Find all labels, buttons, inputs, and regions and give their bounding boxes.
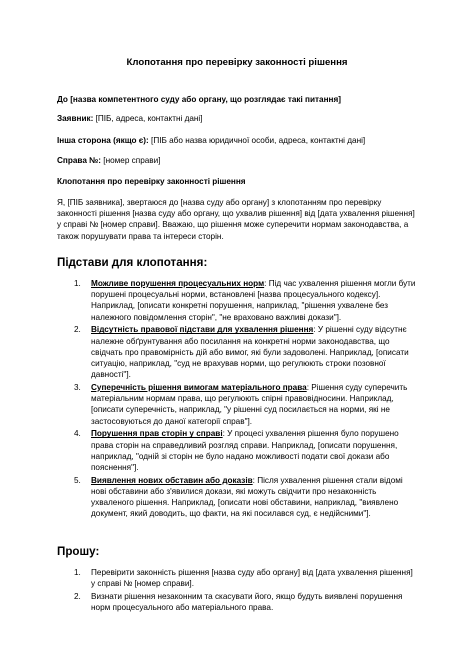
grounds-heading: Підстави для клопотання: [57,256,208,269]
list-item-number: 2. [74,325,81,335]
list-item [57,475,417,520]
case-label: Справа №: [57,156,102,165]
other-party-label: Інша сторона (якщо є): [57,136,149,145]
list-item-text: Визнати рішення незаконним та скасувати його, якщо будуть виявлені порушення норм процесуального або матеріального права. [91,592,403,613]
list-item-term: Порушення прав сторін у справі [91,429,223,439]
list-item-text: : У рішенні суду відсутнє належне обґрунтування або посилання на конкретні норми законодавства, що свідчать про правомірність дій або вимог, які були задоволені. Наприклад, [описати ситуацію, наприклад, "суд не врахував норми, що регулюють строки позовної давності"]. [91,325,409,380]
list-item [57,324,417,380]
list-item [57,567,417,589]
intro-paragraph: Я, [ПІБ заявника], звертаюся до [назва суду або органу] з клопотанням про перевірку законності рішення [назва суду або органу, що ухвалив рішення] від [дата ухвалення рішення] у справі № [номер справи]. Вважаю, що рішення може суперечити нормам законодавства, а також порушувати права та інтереси сторін. [57,198,415,241]
applicant-line [57,113,417,124]
list-item-number: 4. [74,429,81,439]
list-item-text: : Під час ухвалення рішення могли бути порушені процесуальні норми, встановлені [назва процесуального кодексу]. Наприклад, [описати конкретні порушення, наприклад, "рішення ухвалене без належного повідомлення сторін", "не враховано важливі докази"]. [91,279,416,322]
list-item-term: Відсутність правової підстави для ухвалення рішення [91,325,314,335]
list-item-number: 3. [74,383,81,393]
request-heading: Прошу: [57,545,100,558]
list-item-text: Перевірити законність рішення [назва суду або органу] від [дата ухвалення рішення] у справі № [номер справи]. [91,568,413,589]
list-item [57,382,417,427]
list-item-text: : Рішення суду суперечить матеріальним нормам права, що регулюють спірні правовідносини. Наприклад, [описати суперечність, наприклад, "у рішенні суд посилається на норми, які не застосовуються до даної категорії справ"]. [91,383,408,426]
list-item-term: Виявлення нових обставин або доказів [91,475,253,485]
addressee-line: До [назва компетентного суду або органу, що розглядає такі питання] [57,95,341,104]
document-title: Клопотання про перевірку законності рішення [126,57,348,68]
case-line [57,155,417,166]
list-item-number: 1. [74,279,81,288]
list-item-number: 2. [74,592,81,601]
list-item-term: Можливе порушення процесуальних норм [91,279,265,288]
grounds-list [57,278,417,521]
list-item-text: : Після ухвалення рішення стали відомі нові обставини або з'явилися докази, які можуть свідчити про незаконність ухваленого рішення. Наприклад, [описати нові обставини, наприклад, "виявлено документ, який доводить, що факти, на які посилався суд, є недійсними"]. [91,475,403,519]
list-item [57,591,417,613]
other-party-line [57,135,417,146]
applicant-value: [ПІБ, адреса, контактні дані] [93,114,203,123]
list-item [57,428,417,473]
list-item-number: 1. [74,568,81,577]
case-value: [номер справи] [101,156,161,165]
section-subtitle: Клопотання про перевірку законності рішення [57,177,246,186]
other-party-value: [ПІБ або назва юридичної особи, адреса, контактні дані] [148,136,366,145]
requests-list [57,567,417,615]
list-item-text: : У процесі ухвалення рішення було порушено права сторін на справедливий розгляд справи. Наприклад, [описати порушення, наприклад, "одній зі сторін не було надано можливості подати свої докази або пояснення"]. [91,429,399,473]
list-item-term: Суперечність рішення вимогам матеріального права [91,383,307,393]
applicant-label: Заявник: [57,114,94,123]
list-item-number: 5. [74,475,81,485]
list-item [57,278,417,323]
